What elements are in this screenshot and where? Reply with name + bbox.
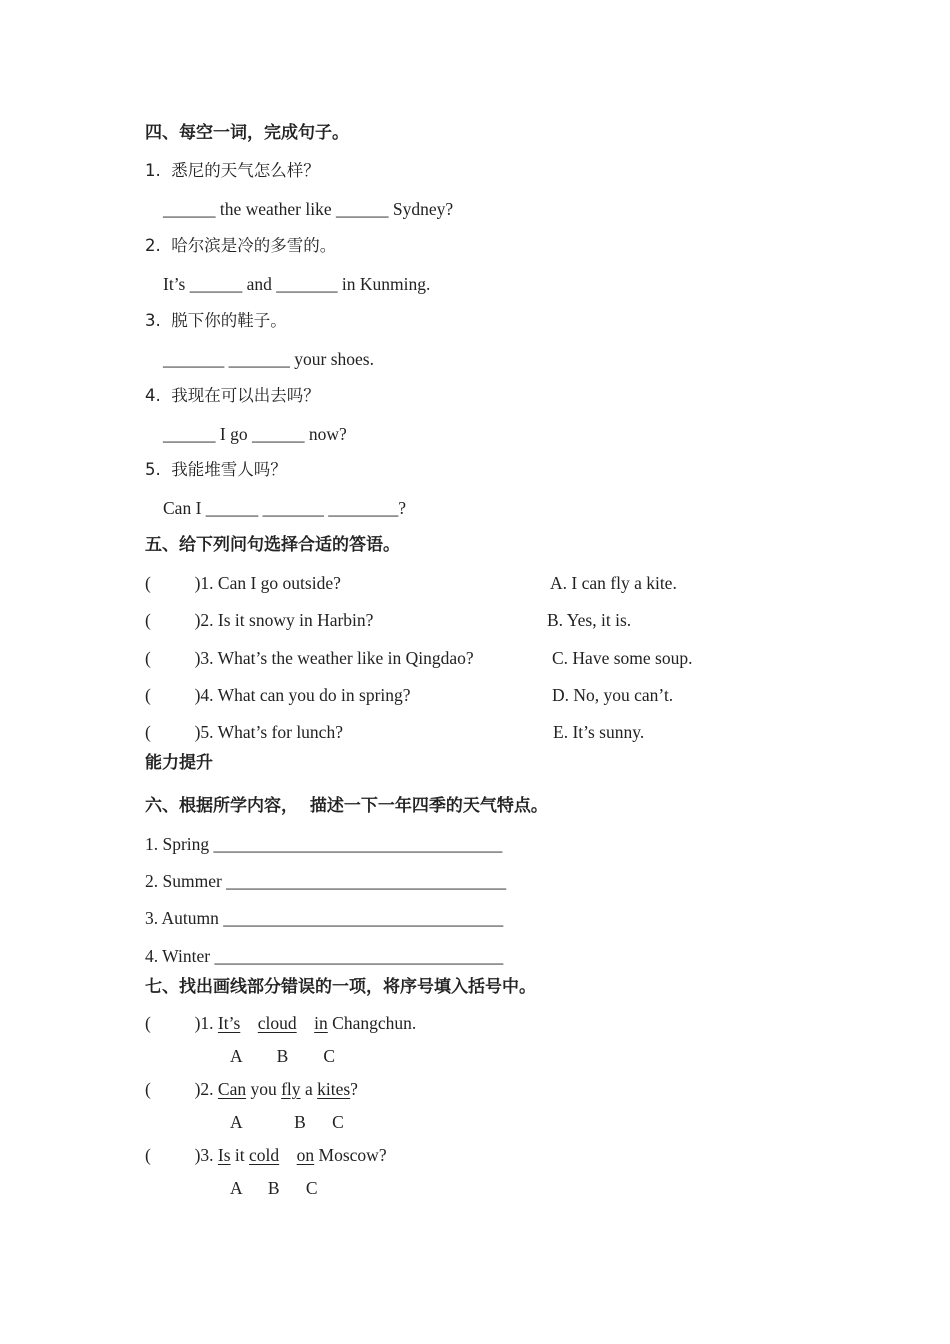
s7-q2-option-b: fly	[281, 1079, 301, 1099]
s7-q2-rest: ?	[350, 1079, 358, 1099]
s7-q1-rest: Changchun.	[327, 1013, 417, 1033]
s5-q4: ( )4. What can you do in spring?	[145, 685, 411, 705]
s7-q3-option-a: Is	[217, 1145, 231, 1165]
s5-q2: ( )2. Is it snowy in Harbin?	[145, 610, 374, 630]
s4-q5-en: Can I ______ _______ ________?	[163, 498, 407, 518]
s7-q1-letters: A B C	[230, 1046, 336, 1066]
s5-a3: C. Have some soup.	[552, 648, 693, 668]
s7-q1-option-c: in	[314, 1013, 328, 1033]
s7-q1-option-a: It’s	[217, 1013, 241, 1033]
s7-q1-option-b: cloud	[257, 1013, 297, 1033]
ability-heading: 能力提升	[145, 753, 213, 773]
s6-winter: 4. Winter _________________________________	[145, 946, 504, 966]
s5-a4: D. No, you can’t.	[552, 685, 674, 705]
s5-q5: ( )5. What’s for lunch?	[145, 722, 343, 742]
s7-q3-option-c: on	[296, 1145, 315, 1165]
s4-q1-cn: 1. 悉尼的天气怎么样？	[145, 161, 320, 180]
s7-q2	[145, 1081, 358, 1099]
s7-q3	[145, 1147, 387, 1165]
section6-title: 六、根据所学内容， 描述一下一年四季的天气特点。	[145, 796, 548, 816]
s4-q3-cn: 3. 脱下你的鞋子。	[145, 311, 287, 330]
s5-a1: A. I can fly a kite.	[550, 573, 677, 593]
s7-q3-rest: Moscow?	[314, 1145, 387, 1165]
s4-q2-en: It’s ______ and _______ in Kunming.	[163, 274, 431, 294]
s6-summer: 2. Summer ________________________________	[145, 871, 507, 891]
s7-q2-option-a: Can	[217, 1079, 247, 1099]
s7-q2-prefix: ( )2.	[145, 1079, 218, 1099]
s4-q4-cn: 4. 我现在可以出去吗？	[145, 386, 320, 405]
s7-q1	[145, 1015, 416, 1033]
section5-title: 五、给下列问句选择合适的答语。	[145, 535, 400, 555]
s7-q2-option-c: kites	[317, 1079, 351, 1099]
s7-q3-gap1: it	[230, 1145, 250, 1165]
s7-q2-gap2: a	[300, 1079, 318, 1099]
s4-q3-en: _______ _______ your shoes.	[163, 349, 374, 369]
s7-q1-prefix: ( )1.	[145, 1013, 218, 1033]
s5-q3: ( )3. What’s the weather like in Qingdao?	[145, 648, 474, 668]
s5-a5: E. It’s sunny.	[553, 722, 645, 742]
s4-q5-cn: 5. 我能堆雪人吗？	[145, 460, 287, 479]
s6-autumn: 3. Autumn ________________________________	[145, 908, 504, 928]
s4-q2-cn: 2. 哈尔滨是冷的多雪的。	[145, 236, 337, 255]
s5-a2: B. Yes, it is.	[547, 610, 632, 630]
s7-q3-option-b: cold	[249, 1145, 280, 1165]
s4-q4-en: ______ I go ______ now?	[163, 424, 347, 444]
s7-q2-letters: A B C	[230, 1112, 344, 1132]
section7-title: 七、找出画线部分错误的一项，将序号填入括号中。	[145, 977, 536, 997]
s7-q1-gap1	[240, 1013, 244, 1033]
s7-q3-prefix: ( )3.	[145, 1145, 218, 1165]
section4-title: 四、每空一词，完成句子。	[145, 123, 349, 143]
s6-spring: 1. Spring _________________________________	[145, 834, 503, 854]
s5-q1: ( )1. Can I go outside?	[145, 573, 341, 593]
s4-q1-en: ______ the weather like ______ Sydney?	[163, 199, 454, 219]
s7-q3-letters: A B C	[230, 1178, 318, 1198]
s7-q2-gap1: you	[246, 1079, 282, 1099]
